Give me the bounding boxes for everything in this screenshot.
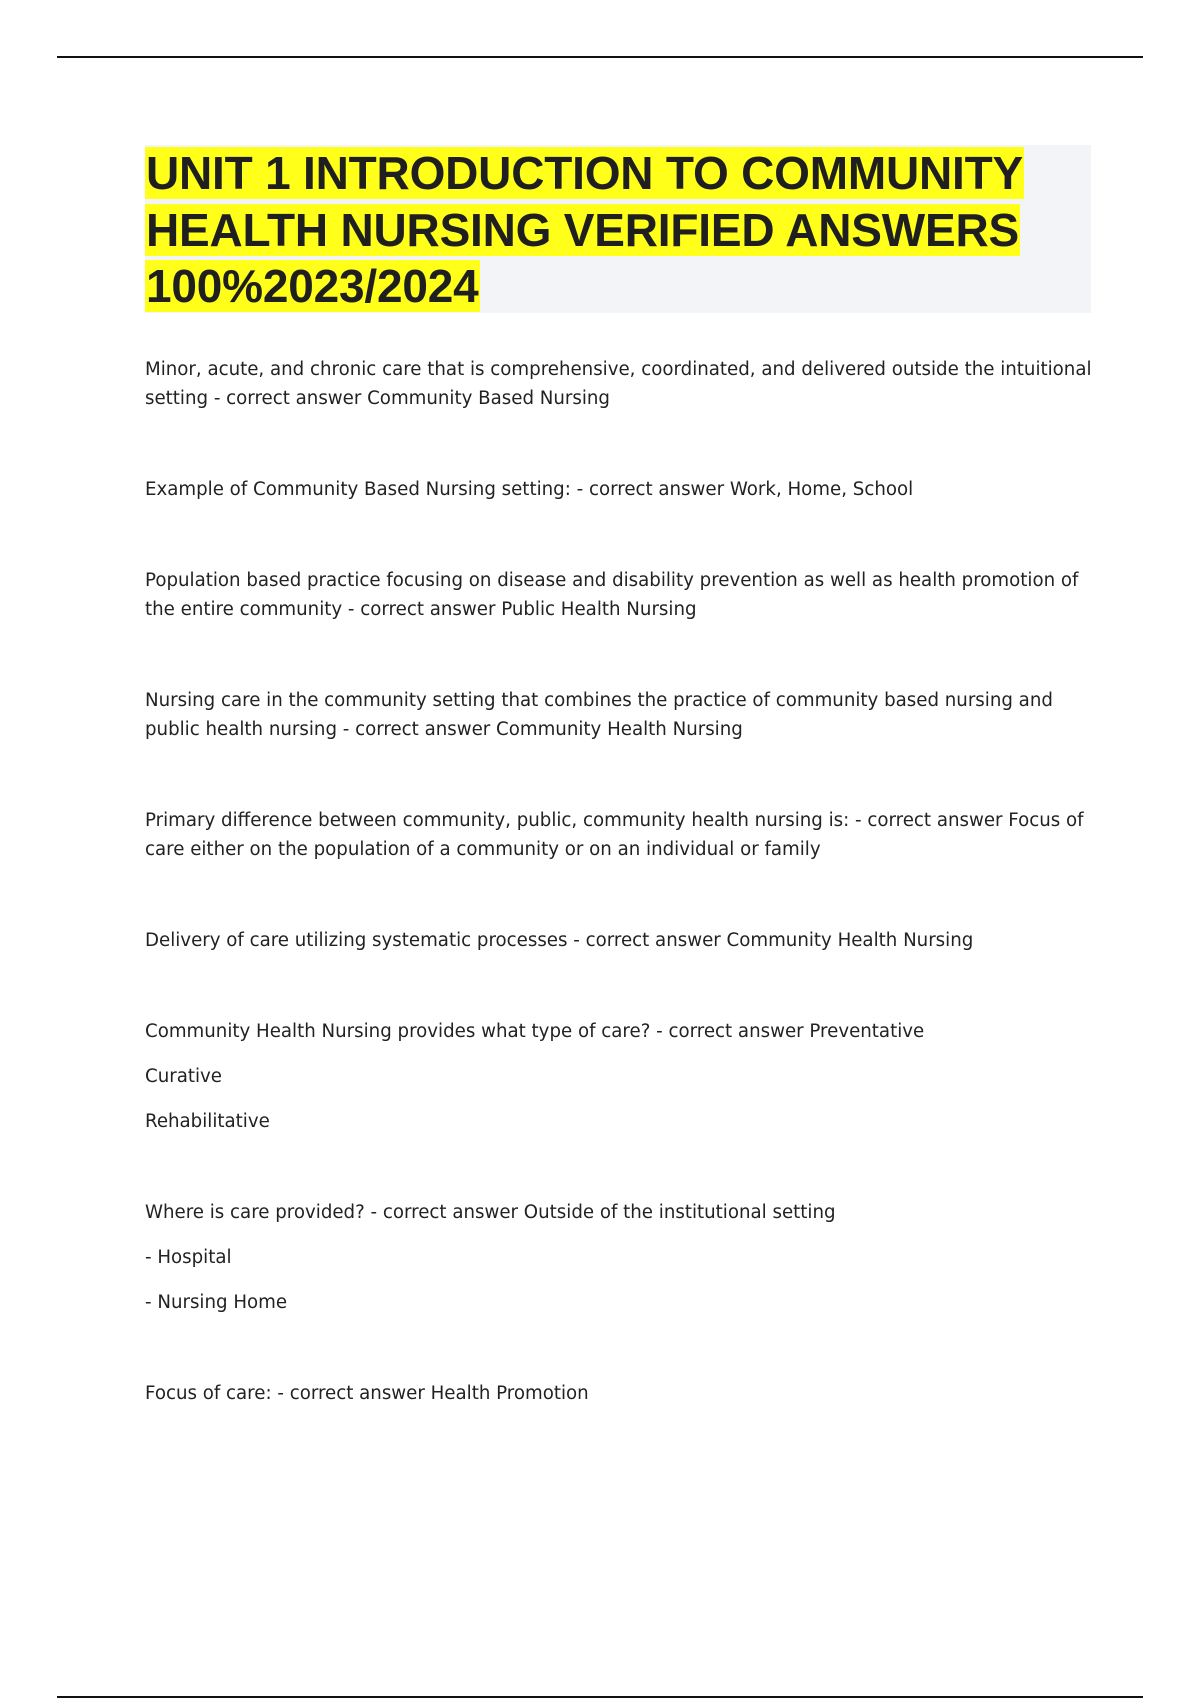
qa-subline: - Nursing Home (145, 1292, 288, 1313)
qa-text: Primary difference between community, public, community health nursing is: - correct answer Focus of care either on the population of a community or on an individual or family (145, 810, 1084, 860)
qa-item-6 (145, 926, 1095, 955)
qa-text: Delivery of care utilizing systematic processes - correct answer Community Health Nursing (145, 930, 974, 951)
title-highlight: UNIT 1 INTRODUCTION TO COMMUNITY HEALTH NURSING VERIFIED ANSWERS 100%2023/2024 (146, 147, 1023, 312)
qa-item-9 (145, 1379, 1095, 1408)
title-block (145, 145, 1091, 313)
qa-item-3 (145, 566, 1095, 624)
qa-item-8 (145, 1198, 1095, 1317)
document-title (145, 145, 1091, 315)
qa-item-7 (145, 1017, 1095, 1136)
qa-text: Focus of care: - correct answer Health Promotion (145, 1383, 589, 1404)
qa-item-2 (145, 475, 1095, 504)
qa-subline: - Hospital (145, 1247, 232, 1268)
qa-item-4 (145, 686, 1095, 744)
qa-subline: Curative (145, 1066, 222, 1087)
qa-text: Population based practice focusing on disease and disability prevention as well as health promotion of the entire community - correct answer Public Health Nursing (145, 570, 1079, 620)
qa-text: Where is care provided? - correct answer Outside of the institutional setting (145, 1202, 836, 1223)
qa-text: Example of Community Based Nursing setting: - correct answer Work, Home, School (145, 479, 914, 500)
qa-list (145, 355, 1095, 1470)
bottom-rule (57, 1696, 1143, 1698)
qa-subline: Rehabilitative (145, 1111, 270, 1132)
qa-item-5 (145, 806, 1095, 864)
top-rule (57, 56, 1143, 58)
qa-text: Minor, acute, and chronic care that is comprehensive, coordinated, and delivered outside the intuitional setting - correct answer Community Based Nursing (145, 359, 1092, 409)
qa-text: Community Health Nursing provides what type of care? - correct answer Preventative (145, 1021, 925, 1042)
qa-item-1 (145, 355, 1095, 413)
qa-text: Nursing care in the community setting that combines the practice of community based nursing and public health nursing - correct answer Community Health Nursing (145, 690, 1053, 740)
